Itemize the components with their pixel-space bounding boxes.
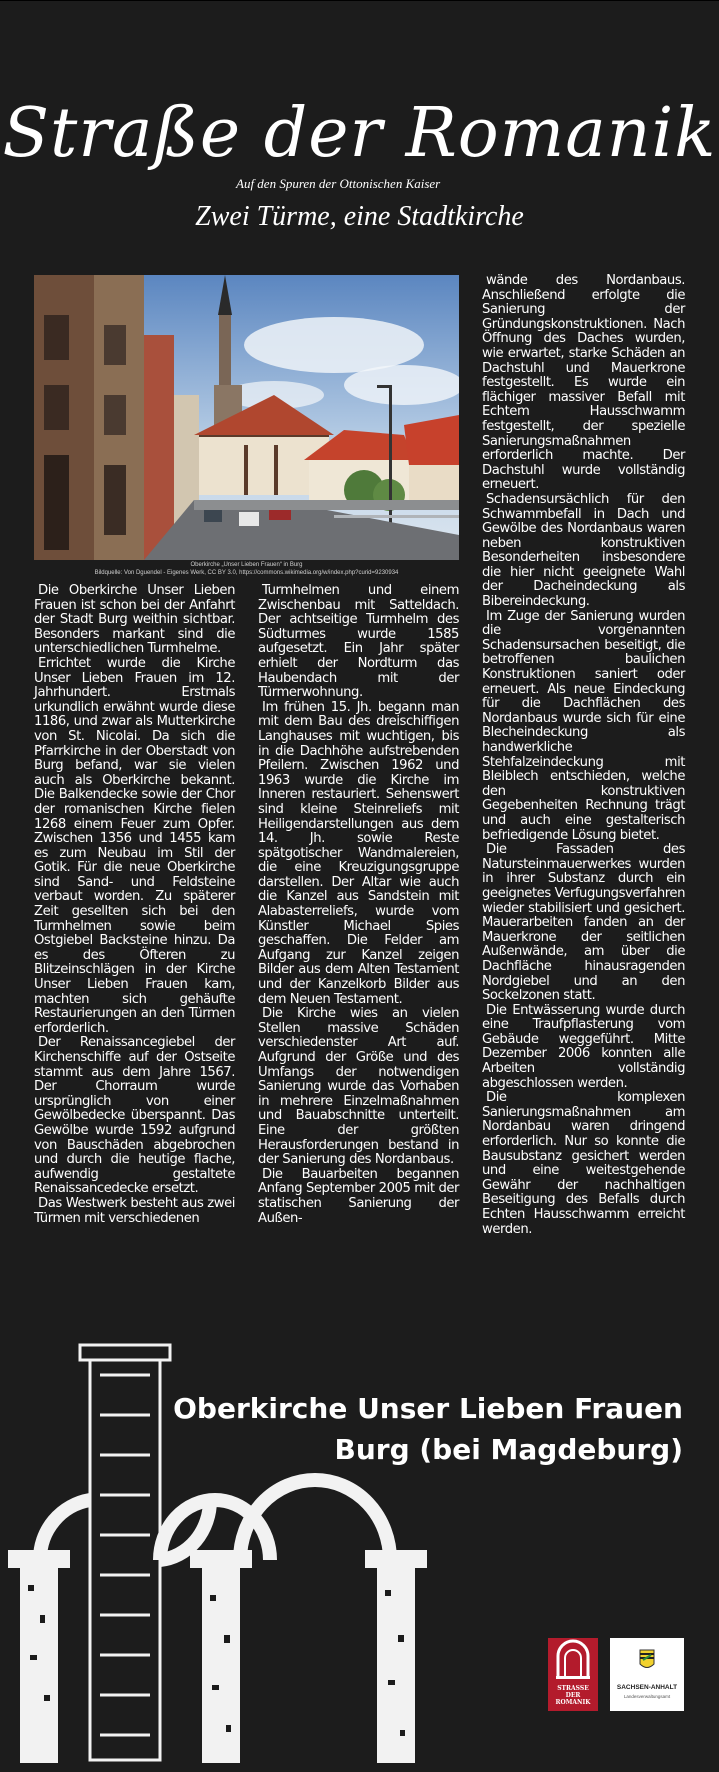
coat-of-arms-icon <box>610 1638 684 1682</box>
paragraph: Die Kirche wies an vielen Stellen massive Schäden verschiedenster Art auf. Aufgrund der Größe und des Umfangs der notwendigen Sanierung wurde das Vorhaben in mehrere Einzelmaßnahmen und Bauabschnitte unterteilt. Eine der größten Herausforderungen bestand in der Sanierung des Nordanbaus. <box>258 1006 459 1168</box>
paragraph: Die Entwässerung wurde durch eine Traufpflasterung vom Gebäude weggeführt. Mitte Dezember 2006 konnten alle Arbeiten vollständig abgeschlossen werden. <box>482 1002 685 1091</box>
paragraph: wände des Nordanbaus. Anschließend erfolgte die Sanierung der Gründungskonstruktionen. Nach Öffnung des Daches wurden, wie erwartet, starke Schäden an Dachstuhl und Mauerkrone festgestellt. Es wurde ein flächiger massiver Befall mit Echtem Hausschwamm festgestellt, der spezielle Sanierungsmaßnahmen erforderlich machte. Der Dachstuhl wurde vollständig erneuert. <box>482 273 685 493</box>
paragraph: Schadensursächlich für den Schwammbefall in Dach und Gewölbe des Nordanbaus waren neben konstruktiven Besonderheiten insbesondere die hier nicht geeignete Wahl der Dacheindeckung als Bibereindeckung. <box>482 491 685 610</box>
logo-text: ROMANIK <box>555 1699 591 1706</box>
location-heading <box>173 1388 683 1470</box>
paragraph: Turmhelmen und einem Zwischenbau mit Satteldach. Der achtseitige Turmhelm des Südturmes wurde 1585 aufgesetzt. Ein Jahr später erhielt der Nordturm das Haubendach mit der Türmerwohnung. <box>258 583 459 701</box>
text-column-3 <box>482 274 685 1237</box>
paragraph: Im Zuge der Sanierung wurden die vorgenannten Schadensursachen beseitigt, die betroffenen baulichen Konstruktionen saniert oder erneuert. Als neue Eindeckung für die Dachflächen des Nordanbaus wurde sich für eine Blecheindeckung als handwerkliche Stehfalzeindeckung mit Bleiblech entschieden, welche den konstruktiven Gegebenheiten Rechnung trägt und auch eine gestalterisch befriedigende Lösung bietet. <box>482 608 685 843</box>
paragraph: Die Oberkirche Unser Lieben Frauen ist schon bei der Anfahrt der Stadt Burg weithin sichtbar. Besonders markant sind die unterschiedlichen Turmhelme. <box>34 583 235 657</box>
photo-caption-title: Oberkirche „Unser Lieben Frauen“ in Burg <box>190 562 303 568</box>
paragraph: Errichtet wurde die Kirche Unser Lieben Frauen im 12. Jahrhundert. Erstmals urkundlich erwähnt wurde diese 1186, und zwar als Mutterkirche von St. Nicolai. Da sich die Pfarrkirche in der Oberstadt von Burg befand, war sie vielen auch als Oberkirche bekannt. Die Balkendecke sowie der Chor der romanischen Kirche fielen 1268 einem Feuer zum Opfer. Zwischen 1356 und 1455 kam es zum Neubau im Stil der Gotik. Für die neue Oberkirche sind Sand- und Feldsteine verbaut worden. Zu späterer Zeit gesellten sich bei den Turmhelmen sowie beim Ostgiebel Backsteine hinzu. Da es des Öfteren zu Blitzeinschlägen in der Kirche Unser Lieben Frauen kam, machten sich gehäufte Restaurierungen an den Türmen erforderlich. <box>34 655 235 1036</box>
paragraph: Die Fassaden des Natursteinmauerwerkes wurden in ihrer Substanz durch ein geeignetes Verfugungsverfahren wieder stabilisiert und gesichert. Mauerarbeiten fanden an der Mauerkrone der seitlichen Außenwände, am über die Dachfläche hinausragenden Nordgiebel und an den Sockelzonen statt. <box>482 842 685 1004</box>
page-subtitle: Zwei Türme, eine Stadtkirche <box>195 201 524 232</box>
page-title: Straße der Romanik <box>2 94 717 173</box>
paragraph: Der Renaissancegiebel der Kirchenschiffe auf der Ostseite stammt aus dem Jahre 1567. Der Chorraum wurde ursprünglich von einer Gewölbedecke überspannt. Das Gewölbe wurde 1592 aufgrund von Bauschäden abgebrochen und durch die heutige flache, aufwendig gestaltete Renaissancedecke ersetzt. <box>34 1035 235 1197</box>
paragraph: Die komplexen Sanierungsmaßnahmen am Nordanbau waren dringend erforderlich. Nur so konnte die Bausubstanz gesichert werden und eine weitestgehende Gewähr der nachhaltigen Beseitigung des Befalls durch Echten Hausschwamm erreicht werden. <box>482 1090 685 1237</box>
text-column-2 <box>258 584 459 1226</box>
arch-icon <box>548 1638 598 1683</box>
town-name: Burg (bei Magdeburg) <box>334 1433 683 1466</box>
photo-caption-source: Bildquelle: Von Dguendel - Eigenes Werk, CC BY 3.0, https://commons.wikimedia.org/w/index.php?curid=9230934 <box>94 570 399 576</box>
strasse-der-romanik-logo <box>548 1638 598 1711</box>
text-column-1 <box>34 584 235 1226</box>
paragraph: Die Bauarbeiten begannen Anfang September 2005 mit der statischen Sanierung der Außen- <box>258 1166 459 1226</box>
logo-authority: Landesverwaltungsamt <box>623 1694 671 1699</box>
frame-edge <box>0 0 719 1</box>
logo-text: DER <box>565 1692 581 1699</box>
logo-text: STRASSE <box>557 1685 589 1692</box>
tagline: Auf den Spuren der Ottonischen Kaiser <box>236 176 441 191</box>
logo-state-name: SACHSEN-ANHALT <box>616 1684 678 1691</box>
church-photo <box>34 275 459 560</box>
paragraph: Im frühen 15. Jh. begann man mit dem Bau des dreischiffigen Langhauses mit wuchtigen, bis in die Dachhöhe aufstrebenden Pfeilern. Zwischen 1962 und 1963 wurde die Kirche im Inneren restauriert. Sehenswert sind kleine Steinreliefs mit Heiligendarstellungen aus dem 14. Jh. sowie Reste spätgotischer Wandmalereien, die eine Kreuzigungsgruppe darstellen. Der Altar wie auch die Kanzel aus Sandstein mit Alabasterreliefs, wurde vom Künstler Michael Spies geschaffen. Die Felder am Aufgang zur Kanzel zeigen Bilder aus dem Alten Testament und der Kanzelkorb Bilder aus dem Neuen Testament. <box>258 699 459 1007</box>
church-name: Oberkirche Unser Lieben Frauen <box>173 1392 683 1425</box>
paragraph: Das Westwerk besteht aus zwei Türmen mit verschiedenen <box>34 1195 235 1226</box>
sachsen-anhalt-logo <box>610 1638 684 1711</box>
photo-caption <box>34 561 459 577</box>
